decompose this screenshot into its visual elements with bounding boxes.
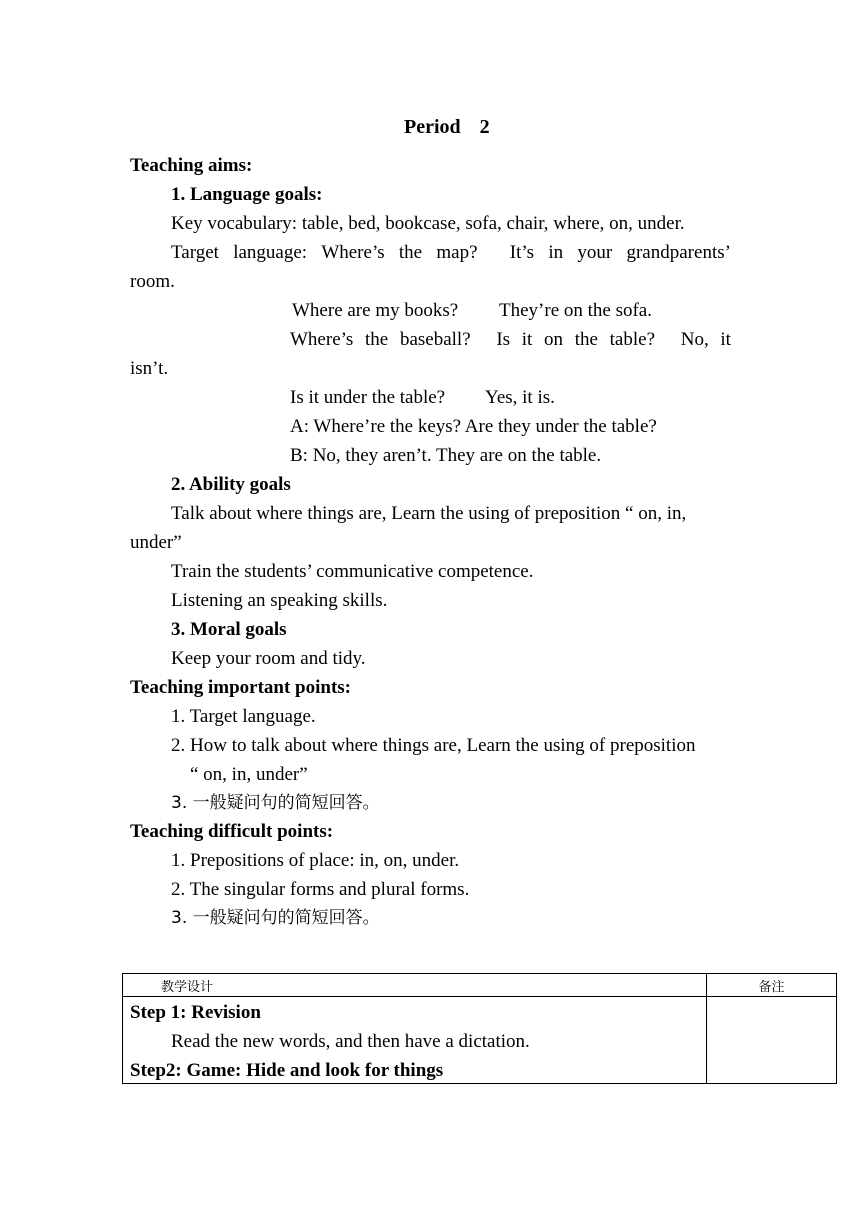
word: the xyxy=(574,329,598,350)
difficult-point-item: 1. Prepositions of place: in, on, under. xyxy=(171,850,460,871)
word: your xyxy=(577,242,613,263)
example-under-answer: Yes, it is. xyxy=(485,387,555,408)
word: baseball? xyxy=(399,329,471,350)
important-point-item: 1. Target language. xyxy=(171,706,316,727)
word: map? xyxy=(436,242,478,263)
word: it xyxy=(720,329,731,350)
teaching-design-table xyxy=(122,973,837,1084)
word: Target xyxy=(171,242,219,263)
difficult-point-item: 2. The singular forms and plural forms. xyxy=(171,879,470,900)
ability-goals-line2: Train the students’ communicative competence. xyxy=(171,561,534,582)
important-point-item: “ on, in, under” xyxy=(190,764,308,785)
notes-cell xyxy=(707,997,837,1084)
word: Where’s xyxy=(321,242,385,263)
language-goals-heading: 1. Language goals: xyxy=(171,184,323,205)
example-baseball-tail: isn’t. xyxy=(130,358,169,379)
moral-goals-heading: 3. Moral goals xyxy=(171,619,287,640)
target-language-tail: room. xyxy=(130,271,175,292)
step1-heading: Step 1: Revision xyxy=(130,1002,261,1023)
important-points-heading: Teaching important points: xyxy=(130,677,351,698)
ability-goals-line1: Talk about where things are, Learn the using of preposition “ on, in, xyxy=(171,503,687,524)
design-cell xyxy=(123,997,707,1084)
important-point-item: 3. 一般疑问句的简短回答。 xyxy=(171,793,380,813)
teaching-aims-heading: Teaching aims: xyxy=(130,155,253,176)
example-under-question: Is it under the table? xyxy=(290,387,446,408)
word: language: xyxy=(233,242,308,263)
ability-goals-heading: 2. Ability goals xyxy=(171,474,291,495)
header-notes: 备注 xyxy=(707,974,837,997)
step1-text: Read the new words, and then have a dictation. xyxy=(171,1031,530,1052)
word: No, xyxy=(680,329,709,350)
step2-heading: Step2: Game: Hide and look for things xyxy=(130,1060,444,1081)
difficult-point-item: 3. 一般疑问句的简短回答。 xyxy=(171,908,380,928)
moral-goals-line1: Keep your room and tidy. xyxy=(171,648,366,669)
word: in xyxy=(548,242,564,263)
example-dialog-a: A: Where’re the keys? Are they under the table? xyxy=(290,416,657,437)
example-baseball-line xyxy=(290,329,731,351)
word: Is xyxy=(496,329,511,350)
example-dialog-b: B: No, they aren’t. They are on the table. xyxy=(290,445,602,466)
example-books-question: Where are my books? xyxy=(292,300,459,321)
word: the xyxy=(365,329,389,350)
word: table? xyxy=(609,329,656,350)
table-row xyxy=(123,997,837,1084)
example-books-answer: They’re on the sofa. xyxy=(499,300,652,321)
page-title: Period 2 xyxy=(404,116,490,138)
key-vocabulary-line: Key vocabulary: table, bed, bookcase, sofa, chair, where, on, under. xyxy=(171,213,685,234)
word: the xyxy=(398,242,423,263)
target-language-line xyxy=(171,242,731,264)
ability-goals-line3: Listening an speaking skills. xyxy=(171,590,388,611)
difficult-points-heading: Teaching difficult points: xyxy=(130,821,334,842)
header-teaching-design: 教学设计 xyxy=(123,974,707,997)
table-header-row xyxy=(123,974,837,997)
word: it xyxy=(521,329,533,350)
word: Where’s xyxy=(290,329,354,350)
word: grandparents’ xyxy=(626,242,731,263)
ability-goals-line1-tail: under” xyxy=(130,532,182,553)
word: on xyxy=(544,329,564,350)
important-point-item: 2. How to talk about where things are, Learn the using of preposition xyxy=(171,735,696,756)
word: It’s xyxy=(509,242,535,263)
